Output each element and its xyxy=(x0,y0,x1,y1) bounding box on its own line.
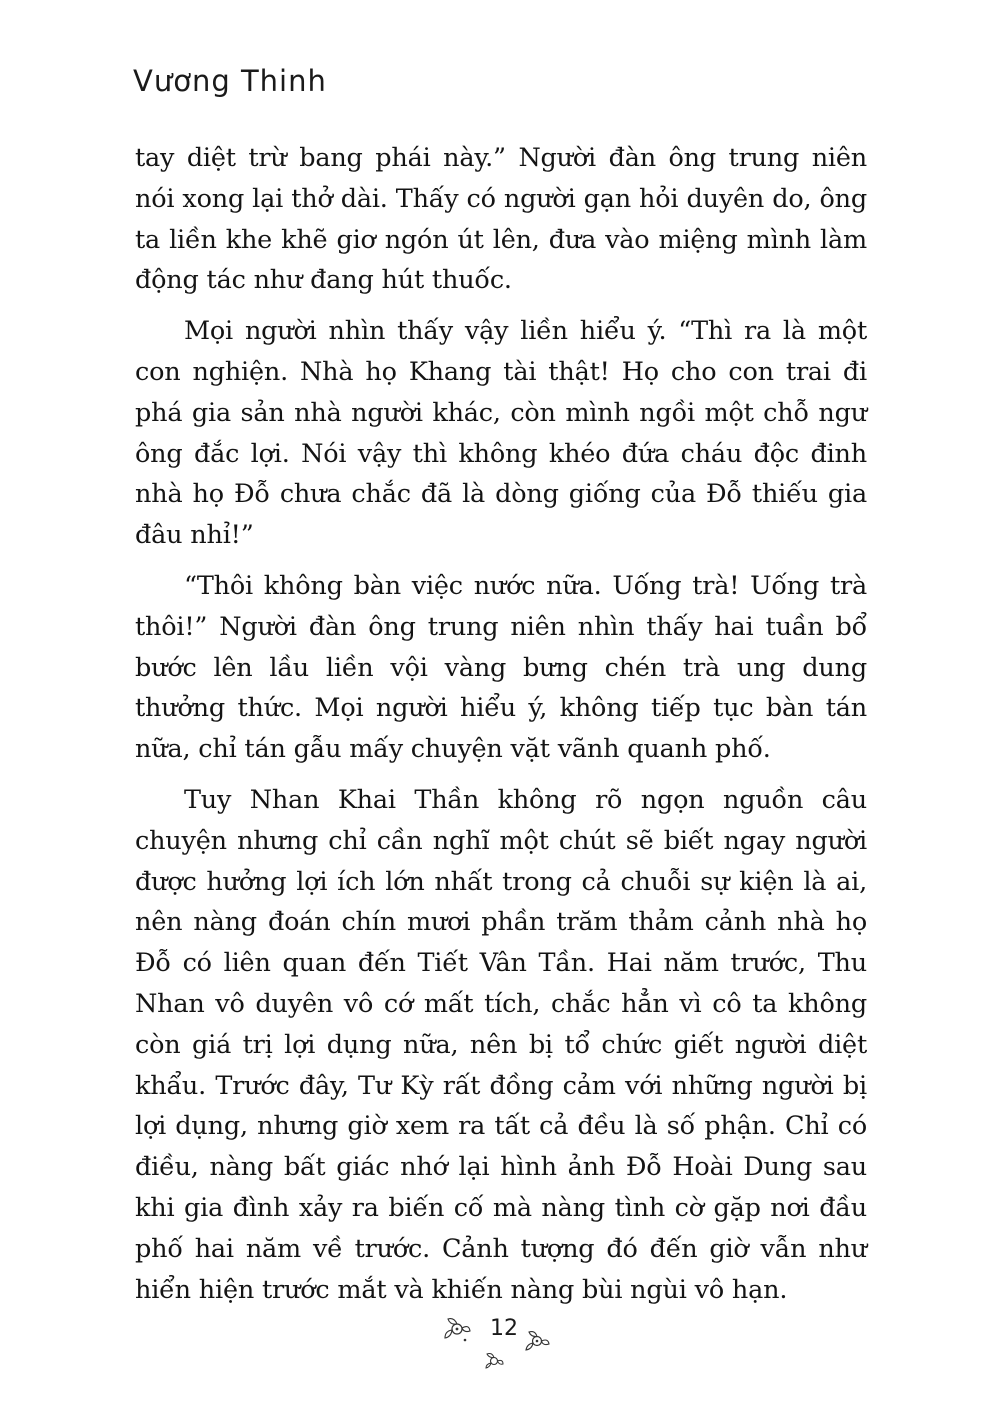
page-number: 12 xyxy=(490,1316,518,1341)
body-text xyxy=(135,138,867,1320)
paragraph: Tuy Nhan Khai Thần không rõ ngọn nguồn câu chuyện nhưng chỉ cần nghĩ một chút sẽ biết ngay người được hưởng lợi ích lớn nhất trong cả chuỗi sự kiện là ai, nên nàng đoán chín mươi phần trăm thảm cảnh nhà họ Đỗ có liên quan đến Tiết Vân Tần. Hai năm trước, Thu Nhan vô duyên vô cớ mất tích, chắc hẳn vì cô ta không còn giá trị lợi dụng nữa, nên bị tổ chức giết người diệt khẩu. Trước đây, Tư Kỳ rất đồng cảm với những người bị lợi dụng, nhưng giờ xem ra tất cả đều là số phận. Chỉ có điều, nàng bất giác nhớ lại hình ảnh Đỗ Hoài Dung sau khi gia đình xảy ra biến cố mà nàng tình cờ gặp nơi đầu phố hai năm về trước. Cảnh tượng đó đến giờ vẫn như hiển hiện trước mắt và khiến nàng bùi ngùi vô hạn. xyxy=(135,784,867,1305)
paragraph: “Thôi không bàn việc nước nữa. Uống trà! Uống trà thôi!” Người đàn ông trung niên nhìn thấy hai tuần bổ bước lên lầu liền vội vàng bưng chén trà ung dung thưởng thức. Mọi người hiểu ý, không tiếp tục bàn tán nữa, chỉ tán gẫu mấy chuyện vặt vãnh quanh phố. xyxy=(135,570,867,765)
running-header-title: Vương Thinh xyxy=(133,64,327,98)
paragraph: Mọi người nhìn thấy vậy liền hiểu ý. “Thì ra là một con nghiện. Nhà họ Khang tài thật! Họ cho con trai đi phá gia sản nhà người khác, còn mình ngồi một chỗ ngư ông đắc lợi. Nói vậy thì không khéo đứa cháu độc đinh nhà họ Đỗ chưa chắc đã là dòng giống của Đỗ thiếu gia đâu nhỉ!” xyxy=(135,316,867,551)
page-footer xyxy=(440,1306,560,1376)
paragraph: tay diệt trừ bang phái này.” Người đàn ông trung niên nói xong lại thở dài. Thấy có người gạn hỏi duyên do, ông ta liền khe khẽ giơ ngón út lên, đưa vào miệng mình làm động tác như đang hút thuốc. xyxy=(135,143,867,296)
